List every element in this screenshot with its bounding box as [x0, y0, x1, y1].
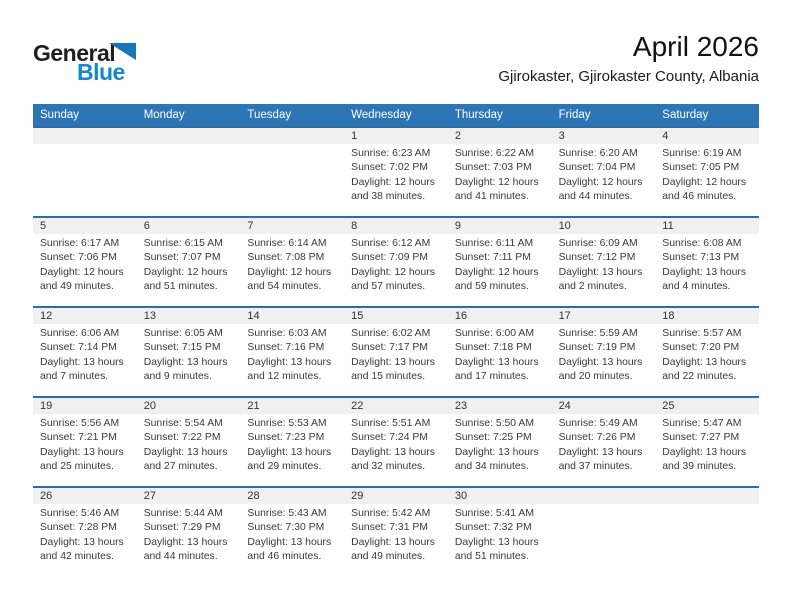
- sun-info-line: Sunset: 7:11 PM: [454, 252, 531, 264]
- sun-info-line: and 34 minutes.: [454, 461, 529, 473]
- sun-info-line: Sunrise: 6:11 AM: [454, 238, 534, 249]
- sun-info-line: Daylight: 13 hours: [662, 446, 747, 458]
- sun-info-line: Daylight: 12 hours: [40, 266, 124, 278]
- sun-info-line: Sunrise: 6:00 AM: [454, 328, 534, 339]
- day-number: 18: [655, 308, 759, 324]
- sun-info-line: Daylight: 12 hours: [454, 266, 539, 278]
- weekday-label-thursday: Thursday: [454, 109, 503, 121]
- title-block: [498, 30, 759, 88]
- sun-info: [448, 144, 552, 205]
- day-number: 30: [448, 488, 552, 504]
- day-cell-17: [552, 308, 656, 396]
- sun-info: [344, 504, 448, 565]
- sun-info-line: Sunset: 7:17 PM: [351, 342, 428, 354]
- logo-text-general: General: [33, 40, 116, 66]
- week-row-1: [33, 126, 759, 216]
- day-number: 27: [137, 488, 241, 504]
- sun-info-line: and 15 minutes.: [351, 371, 426, 383]
- day-number: 3: [552, 128, 656, 144]
- weekday-label-tuesday: Tuesday: [247, 109, 292, 121]
- sun-info-line: Daylight: 13 hours: [558, 446, 643, 458]
- day-cell-13: [137, 308, 241, 396]
- sun-info-line: Daylight: 12 hours: [143, 266, 228, 278]
- sun-info: [137, 414, 241, 475]
- day-number: 7: [240, 218, 344, 234]
- day-cell-3: [552, 128, 656, 216]
- sun-info-line: Daylight: 12 hours: [454, 176, 539, 188]
- day-number: 9: [448, 218, 552, 234]
- sun-info-line: and 12 minutes.: [247, 371, 322, 383]
- day-cell-11: [655, 218, 759, 306]
- day-cell-27: [137, 488, 241, 576]
- sun-info-line: and 2 minutes.: [558, 281, 627, 293]
- day-cell-7: [240, 218, 344, 306]
- day-number: [137, 128, 241, 144]
- day-number: [655, 488, 759, 504]
- sun-info-line: and 54 minutes.: [247, 281, 322, 293]
- sun-info: [344, 414, 448, 475]
- sun-info-line: Daylight: 13 hours: [662, 356, 747, 368]
- day-cell-21: [240, 398, 344, 486]
- sun-info-line: Sunrise: 6:20 AM: [558, 148, 638, 159]
- sun-info-line: Daylight: 13 hours: [454, 446, 539, 458]
- sun-info-line: Sunset: 7:03 PM: [454, 162, 532, 174]
- week-row-2: [33, 216, 759, 306]
- sun-info-line: Sunrise: 6:19 AM: [662, 148, 742, 159]
- sun-info-line: Daylight: 13 hours: [351, 536, 435, 548]
- sun-info-line: Daylight: 13 hours: [558, 266, 643, 278]
- sun-info-line: Sunrise: 6:17 AM: [40, 238, 120, 249]
- day-cell-empty: [655, 488, 759, 576]
- week-row-4: [33, 396, 759, 486]
- sun-info-line: and 49 minutes.: [351, 551, 426, 563]
- sun-info-line: Daylight: 13 hours: [247, 446, 332, 458]
- sun-info-line: and 17 minutes.: [454, 371, 529, 383]
- sun-info-line: Daylight: 12 hours: [247, 266, 332, 278]
- sun-info-line: Daylight: 13 hours: [40, 356, 124, 368]
- day-number: [240, 128, 344, 144]
- week-row-3: [33, 306, 759, 396]
- sun-info: [33, 504, 137, 565]
- sun-info-line: Daylight: 13 hours: [351, 356, 435, 368]
- day-cell-29: [344, 488, 448, 576]
- sun-info-line: and 57 minutes.: [351, 281, 426, 293]
- day-number: 10: [552, 218, 656, 234]
- sun-info-line: Sunset: 7:29 PM: [143, 522, 221, 534]
- pennant-triangle-icon: [109, 43, 136, 60]
- sun-info: [655, 324, 759, 385]
- sun-info-line: Sunrise: 5:56 AM: [40, 418, 120, 429]
- sun-info-line: Daylight: 13 hours: [454, 356, 539, 368]
- sun-info-line: Sunset: 7:30 PM: [247, 522, 325, 534]
- sun-info: [33, 324, 137, 385]
- sun-info-line: Sunset: 7:16 PM: [247, 342, 325, 354]
- day-cell-23: [448, 398, 552, 486]
- day-cell-empty: [552, 488, 656, 576]
- sun-info: [33, 234, 137, 295]
- sun-info-line: Sunset: 7:28 PM: [40, 522, 117, 534]
- day-cell-empty: [137, 128, 241, 216]
- sun-info-line: Sunrise: 5:53 AM: [247, 418, 327, 429]
- sun-info-line: Sunset: 7:22 PM: [143, 432, 221, 444]
- sun-info-line: Sunset: 7:31 PM: [351, 522, 428, 534]
- sun-info-line: and 44 minutes.: [558, 191, 633, 203]
- sun-info-line: Sunset: 7:24 PM: [351, 432, 428, 444]
- sun-info-line: and 20 minutes.: [558, 371, 633, 383]
- sun-info-line: Sunrise: 6:08 AM: [662, 238, 742, 249]
- sun-info-line: Daylight: 13 hours: [247, 536, 332, 548]
- sun-info: [137, 234, 241, 295]
- sun-info-line: Sunset: 7:07 PM: [143, 252, 221, 264]
- sun-info-line: Sunset: 7:27 PM: [662, 432, 740, 444]
- sun-info-line: Sunrise: 5:50 AM: [454, 418, 534, 429]
- weeks-container: [33, 126, 759, 576]
- sun-info: [240, 414, 344, 475]
- sun-info-line: Daylight: 13 hours: [40, 536, 124, 548]
- sun-info-line: Sunrise: 5:54 AM: [143, 418, 223, 429]
- sun-info-line: Sunset: 7:14 PM: [40, 342, 117, 354]
- day-number: 21: [240, 398, 344, 414]
- day-number: 8: [344, 218, 448, 234]
- sun-info-line: Daylight: 13 hours: [143, 446, 228, 458]
- day-cell-20: [137, 398, 241, 486]
- sun-info: [655, 144, 759, 205]
- day-cell-25: [655, 398, 759, 486]
- sun-info-line: Daylight: 13 hours: [143, 356, 228, 368]
- month-title: April 2026: [632, 31, 759, 62]
- day-cell-22: [344, 398, 448, 486]
- sun-info: [33, 414, 137, 475]
- sun-info: [448, 414, 552, 475]
- day-number: 6: [137, 218, 241, 234]
- sun-info-line: Sunset: 7:23 PM: [247, 432, 325, 444]
- sun-info: [552, 144, 656, 205]
- sun-info-line: and 42 minutes.: [40, 551, 114, 563]
- sun-info-line: Sunset: 7:02 PM: [351, 162, 428, 174]
- sun-info-line: and 4 minutes.: [662, 281, 731, 293]
- day-number: 12: [33, 308, 137, 324]
- sun-info: [344, 324, 448, 385]
- calendar-grid: [33, 104, 759, 576]
- day-cell-19: [33, 398, 137, 486]
- weekday-header-row: [33, 104, 759, 126]
- sun-info-line: Sunrise: 5:47 AM: [662, 418, 742, 429]
- sun-info-line: and 41 minutes.: [454, 191, 529, 203]
- day-cell-1: [344, 128, 448, 216]
- sun-info-line: Sunset: 7:19 PM: [558, 342, 636, 354]
- triangle-shape: [109, 43, 136, 60]
- sun-info-line: Sunset: 7:32 PM: [454, 522, 532, 534]
- sun-info: [344, 144, 448, 205]
- sun-info-line: Daylight: 13 hours: [558, 356, 643, 368]
- sun-info-line: and 9 minutes.: [143, 371, 212, 383]
- day-cell-15: [344, 308, 448, 396]
- day-cell-5: [33, 218, 137, 306]
- sun-info-line: Sunset: 7:21 PM: [40, 432, 117, 444]
- sun-info: [552, 414, 656, 475]
- sun-info-line: Sunrise: 6:14 AM: [247, 238, 327, 249]
- day-cell-empty: [240, 128, 344, 216]
- day-cell-12: [33, 308, 137, 396]
- day-number: 23: [448, 398, 552, 414]
- sun-info-line: and 22 minutes.: [662, 371, 737, 383]
- sun-info-line: Sunset: 7:20 PM: [662, 342, 740, 354]
- day-number: 4: [655, 128, 759, 144]
- day-number: 13: [137, 308, 241, 324]
- logo-text-blue: Blue: [77, 59, 125, 85]
- day-number: 15: [344, 308, 448, 324]
- sun-info-line: Sunset: 7:18 PM: [454, 342, 532, 354]
- sun-info-line: Daylight: 13 hours: [662, 266, 747, 278]
- day-number: 14: [240, 308, 344, 324]
- day-cell-10: [552, 218, 656, 306]
- sun-info: [240, 234, 344, 295]
- sun-info-line: Sunrise: 5:49 AM: [558, 418, 638, 429]
- day-number: 5: [33, 218, 137, 234]
- week-row-5: [33, 486, 759, 576]
- sun-info-line: and 51 minutes.: [143, 281, 218, 293]
- page-header: [33, 0, 759, 104]
- sun-info-line: Daylight: 12 hours: [351, 176, 435, 188]
- sun-info-line: Sunrise: 5:57 AM: [662, 328, 742, 339]
- sun-info-line: Sunset: 7:05 PM: [662, 162, 740, 174]
- day-number: 17: [552, 308, 656, 324]
- sun-info-line: Sunset: 7:08 PM: [247, 252, 325, 264]
- day-number: 26: [33, 488, 137, 504]
- day-number: [552, 488, 656, 504]
- day-cell-24: [552, 398, 656, 486]
- day-number: [33, 128, 137, 144]
- sun-info-line: and 46 minutes.: [247, 551, 322, 563]
- sun-info-line: Sunset: 7:25 PM: [454, 432, 532, 444]
- day-cell-16: [448, 308, 552, 396]
- sun-info-line: Daylight: 12 hours: [351, 266, 435, 278]
- sun-info-line: and 59 minutes.: [454, 281, 529, 293]
- day-cell-empty: [33, 128, 137, 216]
- day-number: 1: [344, 128, 448, 144]
- sun-info-line: and 27 minutes.: [143, 461, 218, 473]
- sun-info-line: Sunset: 7:04 PM: [558, 162, 636, 174]
- day-cell-2: [448, 128, 552, 216]
- day-number: 28: [240, 488, 344, 504]
- sun-info: [240, 324, 344, 385]
- sun-info: [552, 234, 656, 295]
- general-blue-logo: [33, 40, 173, 88]
- day-number: 20: [137, 398, 241, 414]
- sun-info-line: Sunset: 7:06 PM: [40, 252, 117, 264]
- weekday-label-saturday: Saturday: [662, 109, 709, 121]
- day-cell-26: [33, 488, 137, 576]
- sun-info-line: and 44 minutes.: [143, 551, 218, 563]
- sun-info-line: Sunrise: 6:03 AM: [247, 328, 327, 339]
- sun-info-line: Sunrise: 5:51 AM: [351, 418, 431, 429]
- sun-info-line: and 7 minutes.: [40, 371, 109, 383]
- sun-info: [344, 234, 448, 295]
- sun-info-line: Sunset: 7:12 PM: [558, 252, 636, 264]
- sun-info-line: Daylight: 13 hours: [454, 536, 539, 548]
- sun-info-line: Daylight: 12 hours: [662, 176, 747, 188]
- sun-info-line: Daylight: 13 hours: [351, 446, 435, 458]
- sun-info-line: Daylight: 13 hours: [40, 446, 124, 458]
- sun-info-line: and 37 minutes.: [558, 461, 633, 473]
- day-number: 16: [448, 308, 552, 324]
- sun-info-line: Sunrise: 5:43 AM: [247, 508, 327, 519]
- weekday-label-wednesday: Wednesday: [351, 109, 412, 121]
- sun-info: [552, 324, 656, 385]
- sun-info-line: Sunrise: 5:46 AM: [40, 508, 120, 519]
- day-cell-28: [240, 488, 344, 576]
- sun-info-line: Sunrise: 5:42 AM: [351, 508, 431, 519]
- day-number: 2: [448, 128, 552, 144]
- sun-info-line: Sunrise: 6:12 AM: [351, 238, 431, 249]
- day-cell-6: [137, 218, 241, 306]
- sun-info: [448, 504, 552, 565]
- sun-info-line: Sunrise: 6:09 AM: [558, 238, 638, 249]
- sun-info-line: and 38 minutes.: [351, 191, 426, 203]
- sun-info-line: Sunrise: 6:23 AM: [351, 148, 431, 159]
- weekday-label-monday: Monday: [143, 109, 185, 121]
- sun-info-line: Sunrise: 6:06 AM: [40, 328, 120, 339]
- day-number: 11: [655, 218, 759, 234]
- weekday-label-sunday: Sunday: [40, 109, 80, 121]
- day-cell-14: [240, 308, 344, 396]
- sun-info-line: Sunset: 7:26 PM: [558, 432, 636, 444]
- day-cell-4: [655, 128, 759, 216]
- sun-info-line: Daylight: 12 hours: [558, 176, 643, 188]
- day-number: 24: [552, 398, 656, 414]
- sun-info-line: and 25 minutes.: [40, 461, 114, 473]
- day-cell-18: [655, 308, 759, 396]
- day-number: 29: [344, 488, 448, 504]
- sun-info: [655, 234, 759, 295]
- sun-info-line: Sunrise: 6:22 AM: [454, 148, 534, 159]
- sun-info-line: and 46 minutes.: [662, 191, 737, 203]
- day-cell-8: [344, 218, 448, 306]
- weekday-label-friday: Friday: [558, 109, 591, 121]
- day-cell-30: [448, 488, 552, 576]
- sun-info: [240, 504, 344, 565]
- sun-info-line: Sunset: 7:15 PM: [143, 342, 221, 354]
- sun-info: [448, 234, 552, 295]
- day-number: 25: [655, 398, 759, 414]
- sun-info: [137, 504, 241, 565]
- sun-info-line: and 51 minutes.: [454, 551, 529, 563]
- sun-info: [448, 324, 552, 385]
- sun-info-line: Daylight: 13 hours: [143, 536, 228, 548]
- sun-info-line: Sunrise: 5:41 AM: [454, 508, 534, 519]
- day-number: 22: [344, 398, 448, 414]
- sun-info-line: and 32 minutes.: [351, 461, 426, 473]
- sun-info: [137, 324, 241, 385]
- sun-info: [655, 414, 759, 475]
- sun-info-line: and 39 minutes.: [662, 461, 737, 473]
- sun-info-line: and 49 minutes.: [40, 281, 114, 293]
- day-number: 19: [33, 398, 137, 414]
- sun-info-line: Daylight: 13 hours: [247, 356, 332, 368]
- sun-info-line: and 29 minutes.: [247, 461, 322, 473]
- sun-info-line: Sunset: 7:13 PM: [662, 252, 740, 264]
- sun-info-line: Sunrise: 6:05 AM: [143, 328, 223, 339]
- sun-info-line: Sunrise: 5:44 AM: [143, 508, 223, 519]
- sun-info-line: Sunrise: 5:59 AM: [558, 328, 638, 339]
- sun-info-line: Sunset: 7:09 PM: [351, 252, 428, 264]
- sun-info-line: Sunrise: 6:02 AM: [351, 328, 431, 339]
- sun-info-line: Sunrise: 6:15 AM: [143, 238, 223, 249]
- location-subtitle: Gjirokaster, Gjirokaster County, Albania: [498, 68, 759, 85]
- day-cell-9: [448, 218, 552, 306]
